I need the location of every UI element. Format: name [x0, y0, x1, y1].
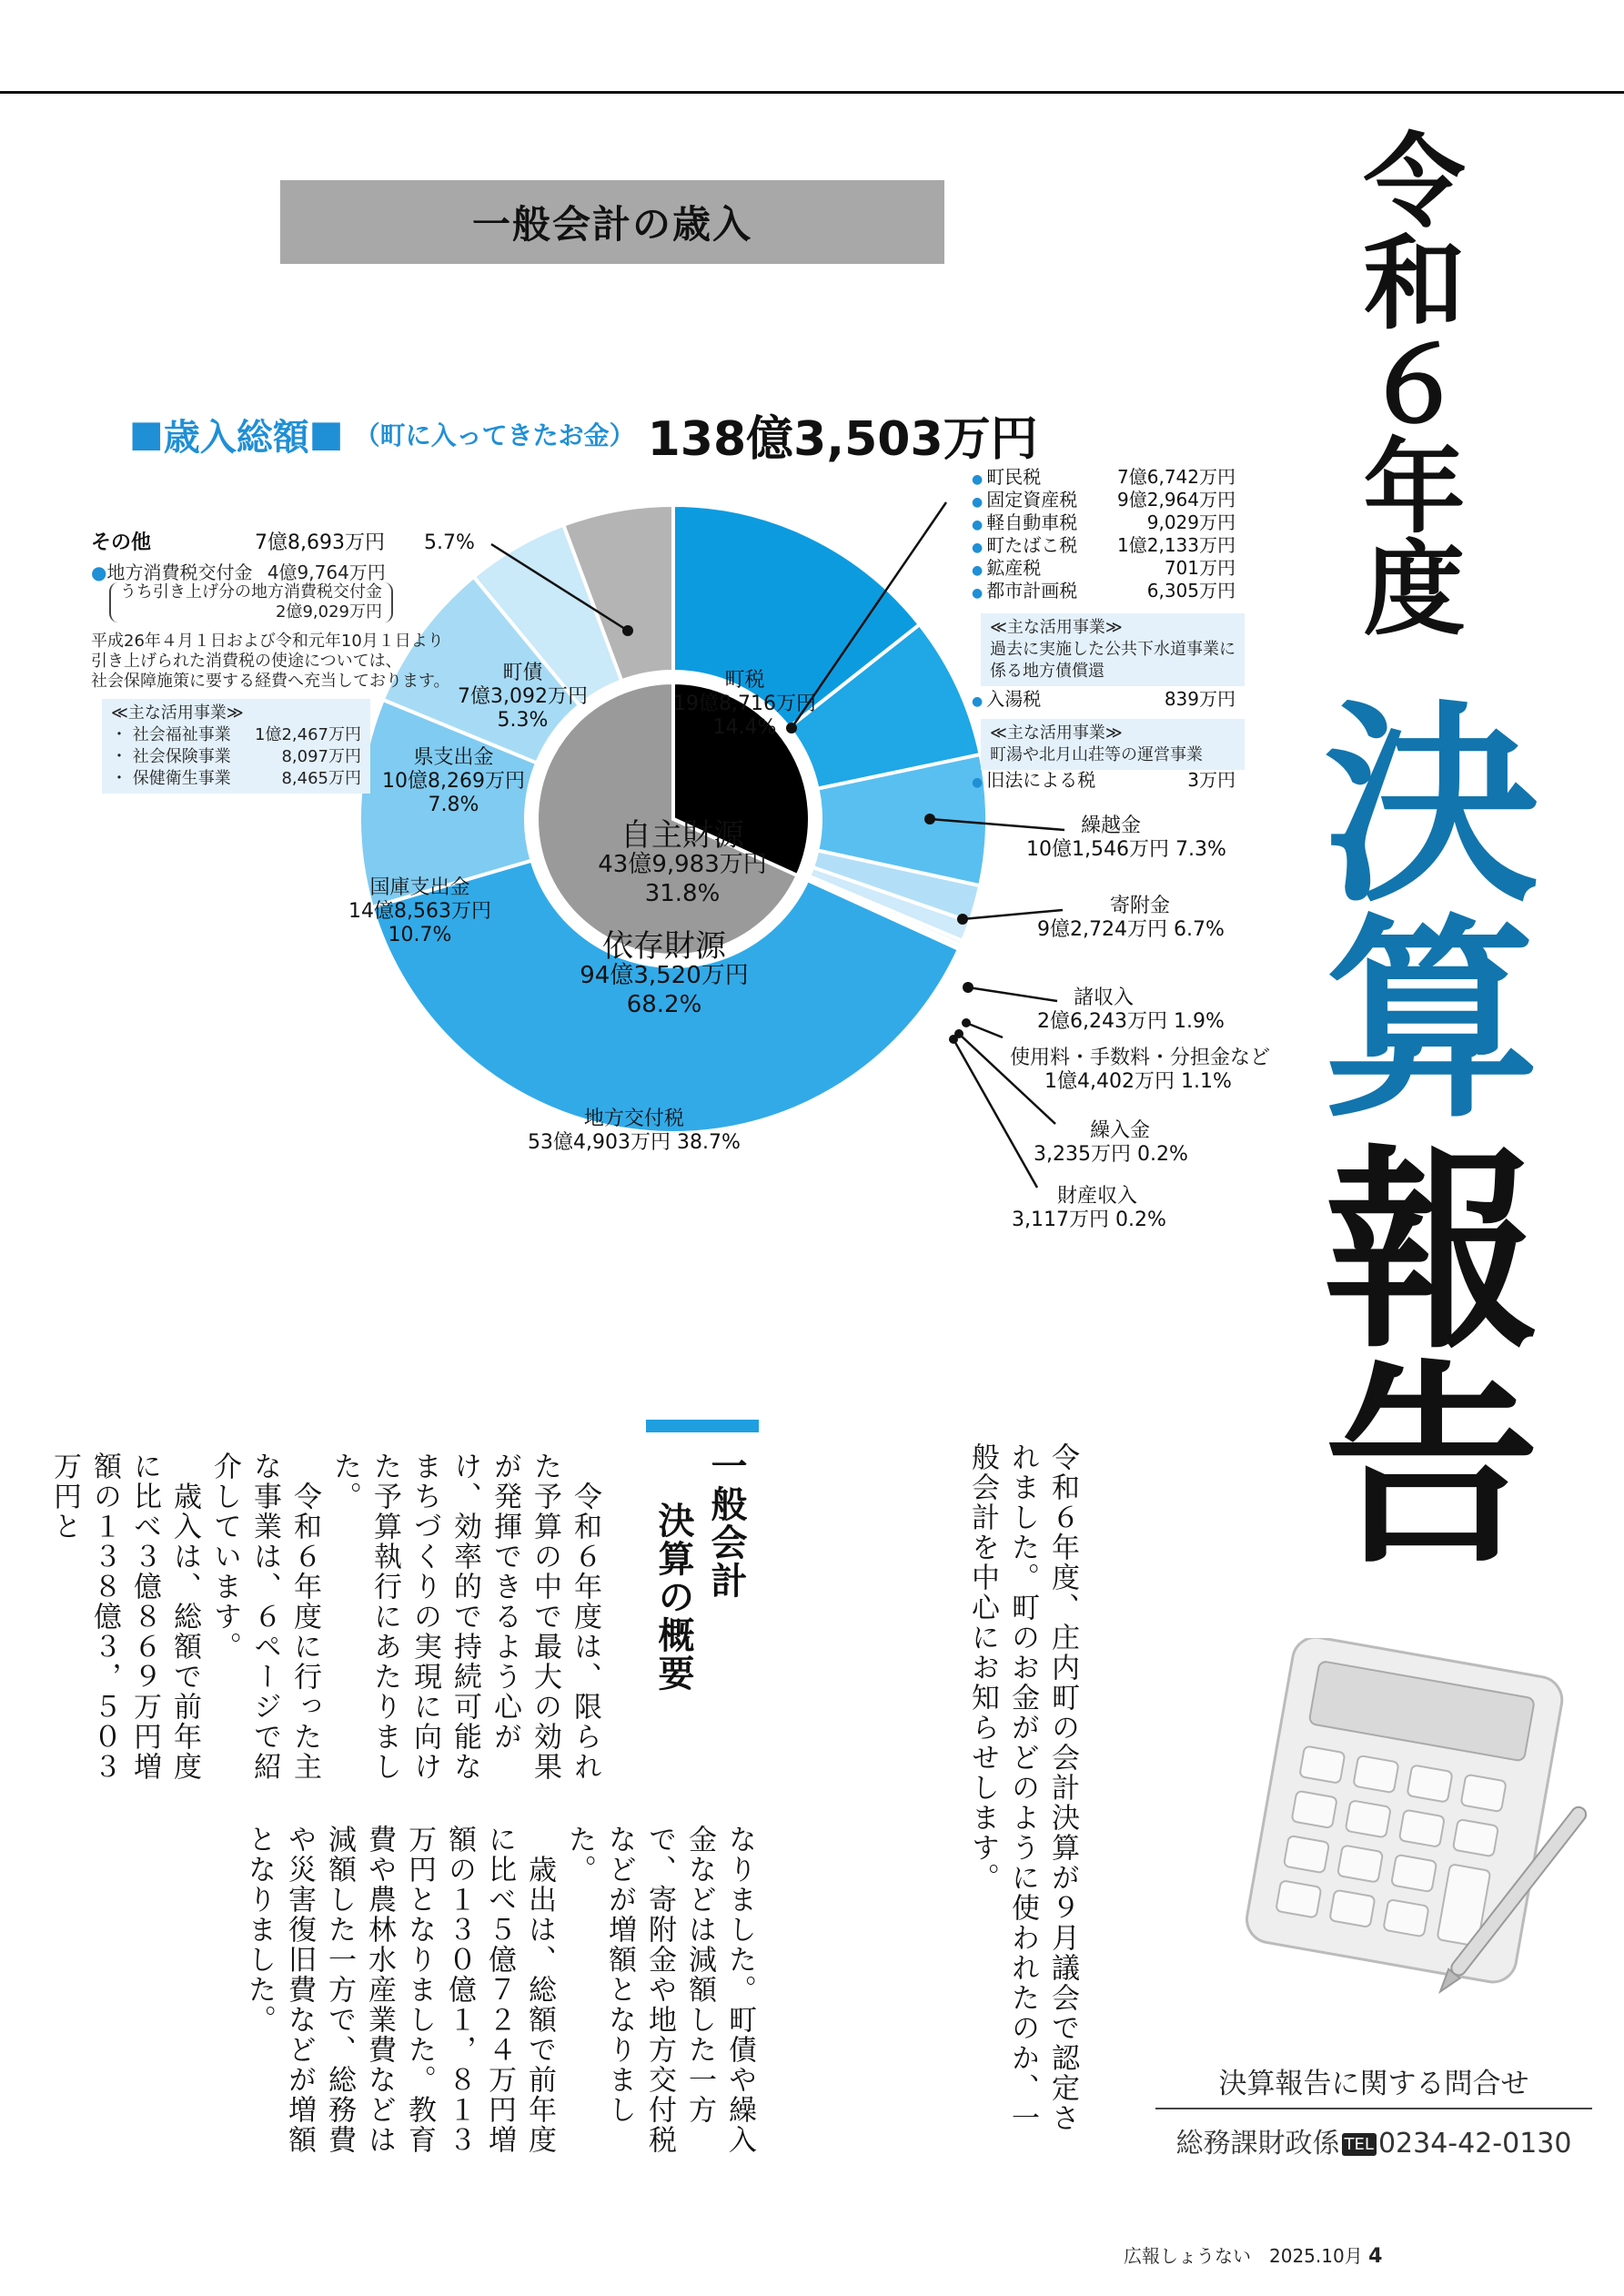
label-kuriire: 繰入金 3,235万円 0.2%: [1034, 1119, 1188, 1166]
label-jishu: 自主財源 43億9,983万円 31.8%: [598, 817, 767, 907]
leader-dot: [963, 982, 973, 993]
body-column-2: なりました。町債や繰入金などは減額した一方で、寄附金や地方交付税などが増額となりました。 歳出は、総額で前年度に比べ５億７２４万円増額の１３０億１，８１３万円となりました。教育費や農林水産業費などは減額した一方で、総務費や災害復旧費などが増額となりました。: [243, 1825, 756, 2155]
label-kurikoshi: 繰越金 10億1,546万円 7.3%: [1026, 814, 1226, 861]
tax-row: ● 都市計画税 6,305万円: [972, 580, 1236, 605]
leader-dot: [622, 625, 633, 636]
tax-row: ● 町民税 7億6,742万円: [972, 466, 1236, 491]
square-icon: ■: [308, 413, 344, 455]
leader-dot: [962, 1018, 971, 1027]
leader-dot: [949, 1035, 958, 1044]
summary-heading-1: 一般会計: [705, 1447, 747, 1600]
summary-heading-2: 決算の概要: [652, 1502, 694, 1693]
nyuto-note: ≪主な活用事業≫ 町湯や北月山荘等の運営事業: [981, 719, 1245, 770]
revenue-total: 138億3,503万円: [647, 411, 1038, 467]
tax-row: ● 町たばこ税 1億2,133万円: [972, 534, 1236, 560]
toshi-note: ≪主な活用事業≫ 過去に実施した公共下水道事業に 係る地方債償還: [981, 613, 1245, 686]
revenue-label: 歳入総額: [163, 416, 309, 459]
intro-text: 令和６年度、庄内町の会計決算が９月議会で認定されました。町のお金がどのように使われたのか、一般会計を中心にお知らせします。: [966, 1442, 1079, 2133]
label-chihokofuzei: 地方交付税 53億4,903万円 38.7%: [528, 1108, 741, 1154]
main-title-top: 令和６年度: [1347, 127, 1465, 637]
tel-icon: TEL: [1342, 2133, 1377, 2156]
tax-row-nyuto: ● 入湯税 839万円: [972, 688, 1236, 713]
shohi-paren: うち引き上げ分の地方消費税交付金 2億9,029万円: [109, 582, 393, 622]
label-izon: 依存財源 94億3,520万円 68.2%: [580, 928, 749, 1018]
tax-row: ● 鉱産税 701万円: [972, 557, 1236, 582]
page-footer: 広報しょうない 2025.10月 4: [1124, 2245, 1383, 2268]
sonota-amount: 7億8,693万円: [255, 531, 385, 554]
contact-title: 決算報告に関する問合せ: [1218, 2068, 1529, 2100]
contact-info: 総務課財政係 TEL 0234-42-0130: [1175, 2128, 1572, 2159]
heading-bar: [646, 1420, 759, 1432]
label-shiyoryo: 使用料・手数料・分担金など 1億4,402万円 1.1%: [1010, 1047, 1271, 1093]
revenue-sub: （町に入ってきたお金）: [354, 420, 635, 450]
tax-row-kyuho: ● 旧法による税 3万円: [972, 769, 1236, 794]
main-title-bot: 報告: [1288, 1138, 1538, 1567]
label-ken: 県支出金 10億8,269万円 7.8%: [382, 746, 525, 816]
sonota-box: ≪主な活用事業≫ ・ 社会福祉事業 1億2,467万円 ・ 社会保険事業 8,097万円 ・ 保健衛生事業 8,465万円: [102, 699, 370, 794]
calculator-illustration: [1210, 1638, 1610, 2020]
shohi-row: ●地方消費税交付金 4億9,764万円: [91, 561, 386, 583]
leader-line: [966, 1023, 1003, 1037]
leader-dot: [924, 814, 935, 824]
main-title-mid: 決算: [1288, 692, 1538, 1121]
contact-divider: [1155, 2108, 1592, 2109]
leader-dot: [957, 914, 968, 925]
body-column-1: 令和６年度は、限られた予算の中で最大の効果が発揮できるよう心がけ、効率的で持続可能なまちづくりの実現に向けた予算執行にあたりました。 令和６年度に行った主な事業は、６ページで紹介しています。 歳入は、総額で前年度に比べ３億８６９万円増額の１３８億３，５０３万円と: [48, 1451, 601, 1782]
label-shoshu: 諸収入 2億6,243万円 1.9%: [1037, 986, 1225, 1033]
sonota-label: その他: [91, 531, 152, 554]
label-chosai: 町債 7億3,092万円 5.3%: [458, 662, 588, 732]
section-title: 一般会計の歳入: [280, 180, 944, 264]
bullet-icon: ●: [91, 561, 107, 583]
square-icon: ■: [129, 413, 164, 455]
label-kifu: 寄附金 9億2,724万円 6.7%: [1037, 895, 1225, 941]
label-zaisan: 財産収入 3,117万円 0.2%: [1012, 1185, 1166, 1231]
tax-row: ● 軽自動車税 9,029万円: [972, 511, 1236, 537]
label-kokko: 国庫支出金 14億8,563万円 10.7%: [348, 876, 491, 946]
label-chozei: 町税 19億8,716万円 14.4%: [673, 669, 816, 739]
sonota-percent: 5.7%: [424, 531, 475, 554]
shohi-note: 平成26年４月１日および令和元年10月１日より 引き上げられた消費税の使途については、 社会保障施策に要する経費へ充当しております。: [91, 632, 450, 691]
tax-row: ● 固定資産税 9億2,964万円: [972, 489, 1236, 514]
